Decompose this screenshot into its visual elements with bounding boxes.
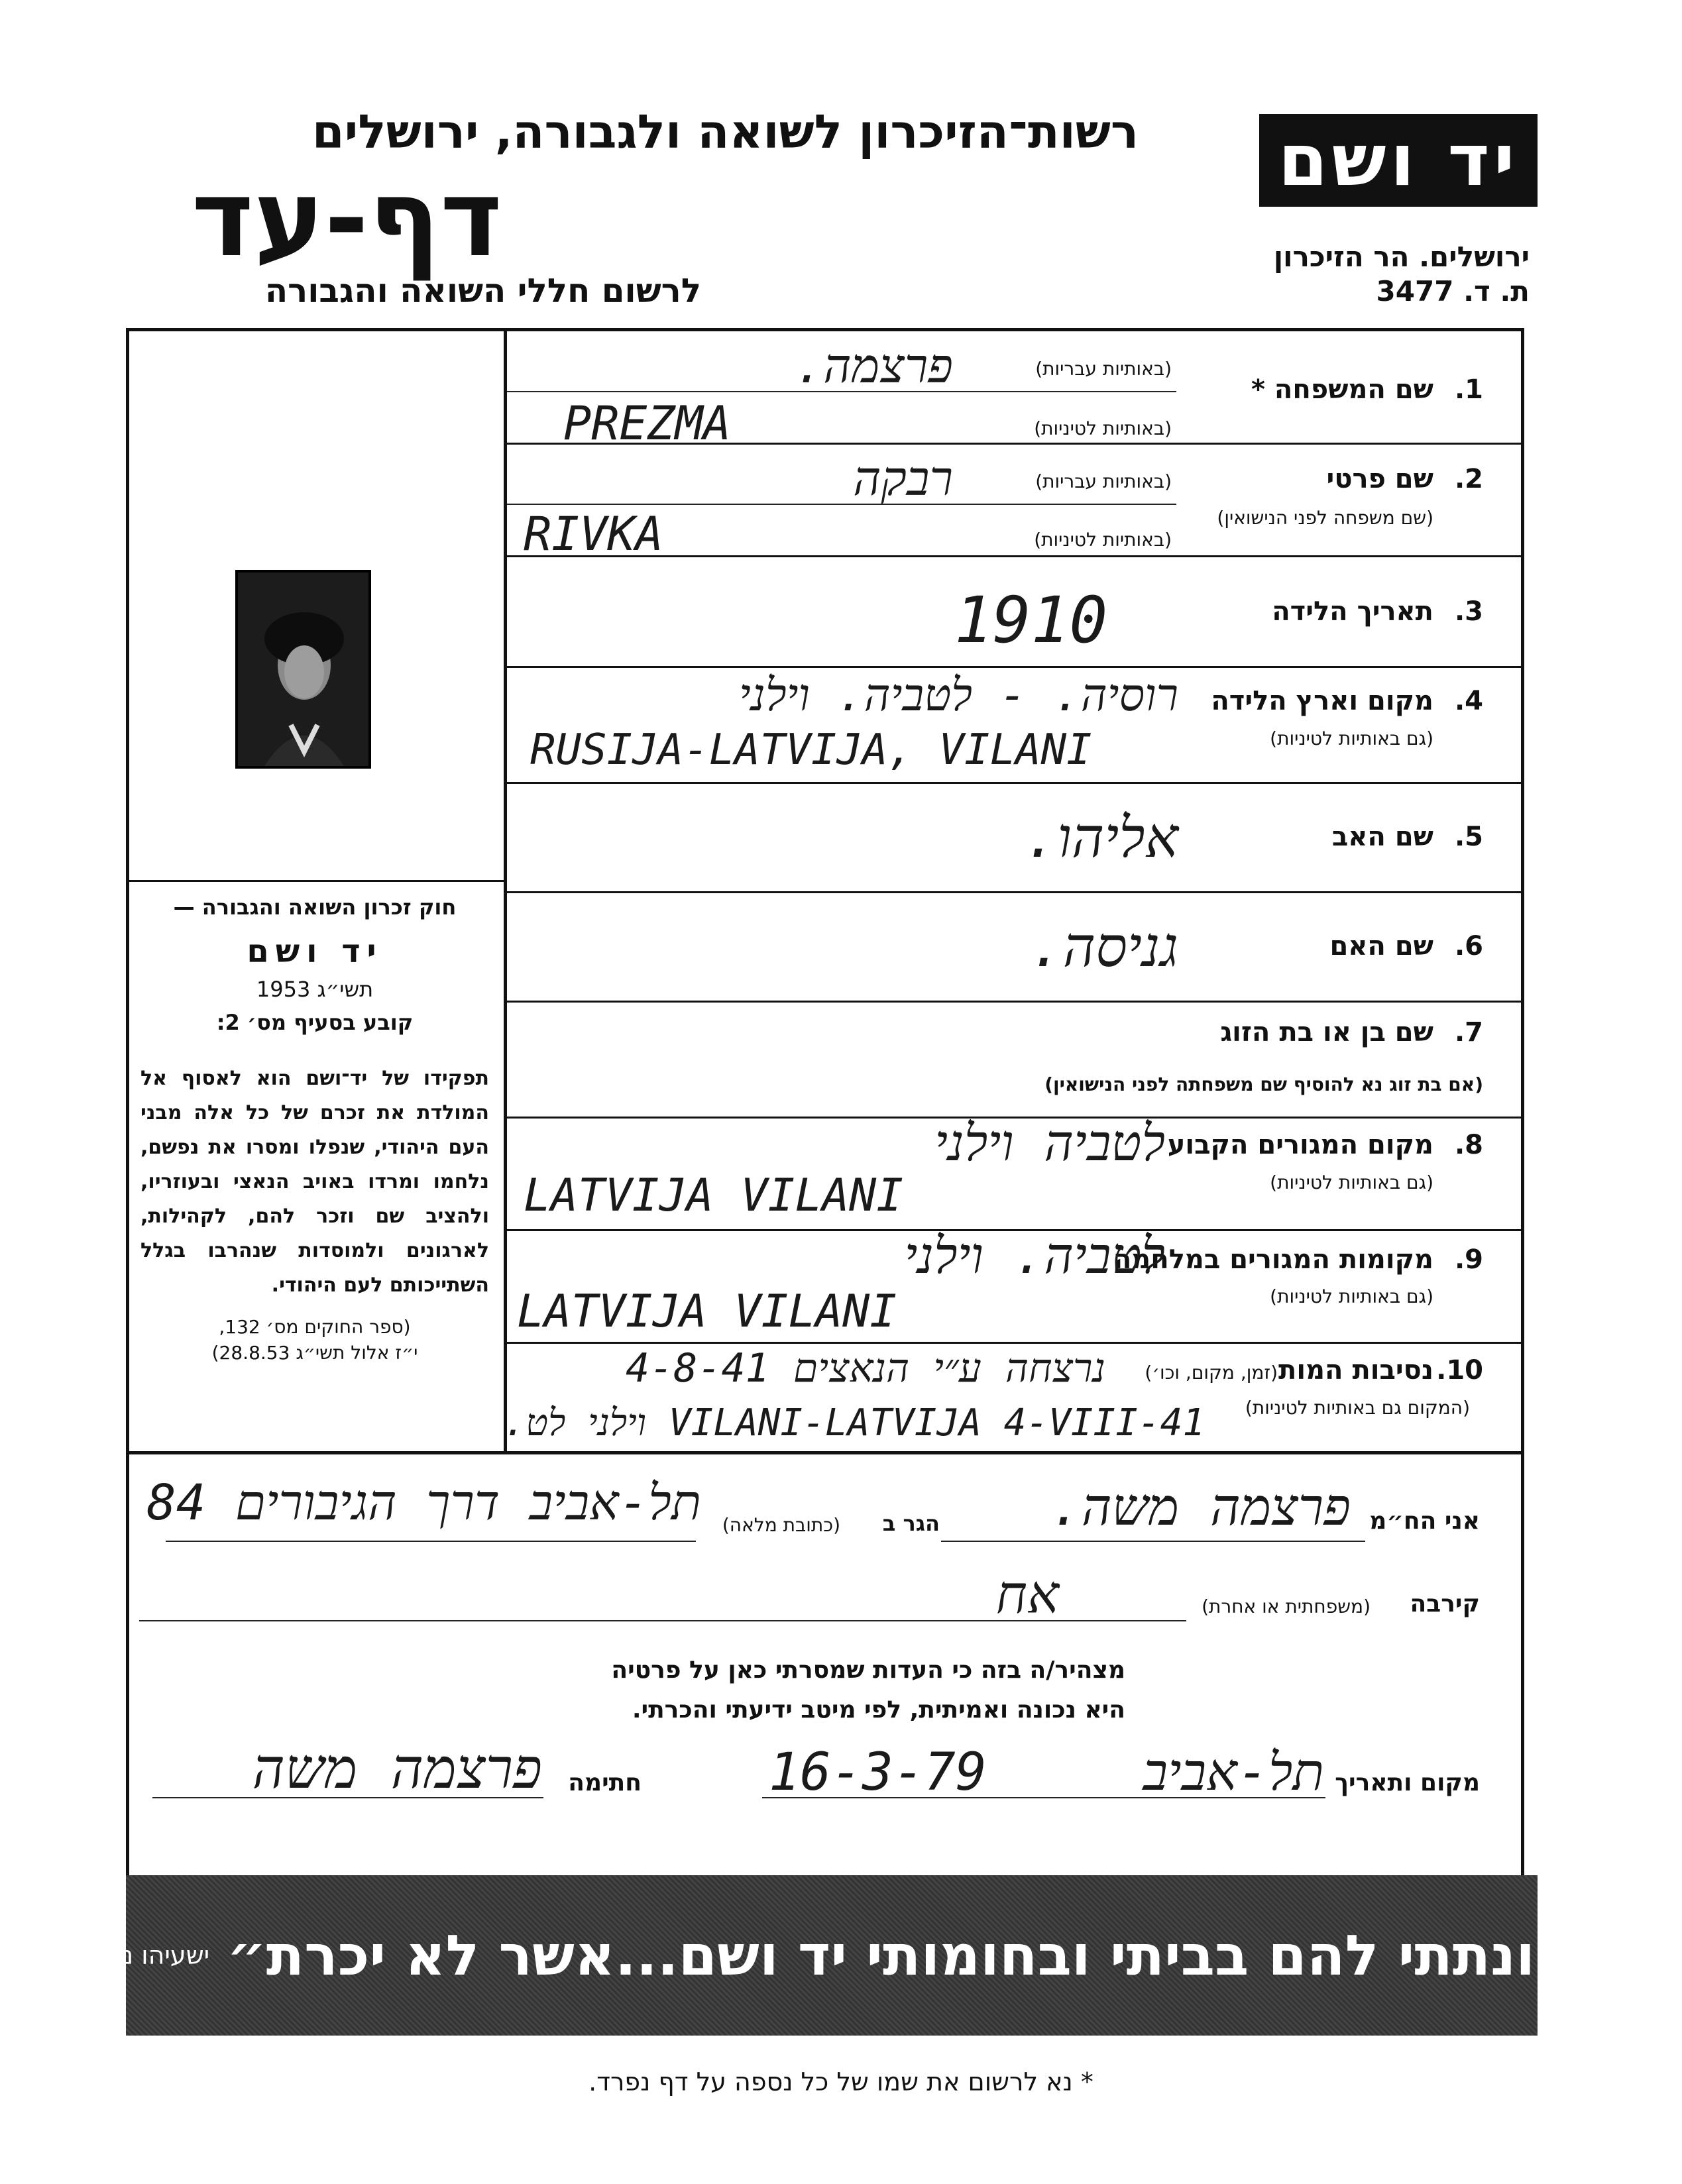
field-10-number: 10. bbox=[1436, 1355, 1483, 1386]
field-9-latin-value: LATVIJA VILANI bbox=[517, 1285, 897, 1338]
field-4-sub: (גם באותיות לטיניות) bbox=[1270, 728, 1433, 749]
victim-photo bbox=[235, 570, 371, 769]
form-subtitle: לרשום חללי השואה והגבורה bbox=[264, 272, 701, 310]
banner-quote: „ונתתי להם בביתי ובחומותי יד ושם...אשר לא יכרת״ bbox=[227, 1923, 1572, 1988]
field-2-label: שם פרטי bbox=[1326, 464, 1433, 494]
field-7-label: שם בן או בת הזוג bbox=[1220, 1017, 1433, 1048]
declarant-name: פרצמה משה. bbox=[1050, 1478, 1351, 1537]
form-title: דף-עד bbox=[191, 156, 502, 280]
statement-line-2: היא נכונה ואמיתית, לפי מיטב ידיעתי והכרתי. bbox=[632, 1696, 1125, 1723]
field-3-value: 1910 bbox=[954, 583, 1108, 657]
address-line bbox=[166, 1541, 696, 1542]
law-title: חוק זכרון השואה והגבורה — bbox=[173, 895, 457, 920]
field-1-latin-hint: (באותיות לטיניות) bbox=[1034, 417, 1172, 439]
law-ref-2: י״ז אלול תשי״ג 28.8.53) bbox=[211, 1342, 418, 1364]
law-ref-1: (ספר החוקים מס׳ 132, bbox=[219, 1316, 411, 1338]
declarant-line bbox=[941, 1541, 1365, 1542]
field-5-label: שם האב bbox=[1331, 822, 1433, 852]
banner-source: ישעיהו נו ה bbox=[91, 1941, 210, 1970]
law-clause: קובע בסעיף מס׳ 2: bbox=[216, 1010, 414, 1035]
signature-value: פרצמה משה bbox=[252, 1736, 542, 1801]
field-4-latin-value: RUSIJA-LATVIJA, VILANI bbox=[530, 726, 1092, 775]
row-divider bbox=[507, 782, 1524, 784]
field-10-label: נסיבות המות bbox=[1278, 1355, 1433, 1386]
relation-hint: (משפחתית או אחרת) bbox=[1202, 1596, 1371, 1617]
field-10-hebrew-value: נרצחה ע״י הנאצים 4-8-41 bbox=[626, 1345, 1105, 1392]
field-2-hebrew-value: רבקה bbox=[853, 451, 953, 506]
field-8-number: 8. bbox=[1454, 1130, 1483, 1160]
row-divider bbox=[507, 891, 1524, 893]
field-9-number: 9. bbox=[1454, 1244, 1483, 1275]
law-name: יד ושם bbox=[247, 933, 383, 970]
field-2-number: 2. bbox=[1454, 464, 1483, 494]
field-5-value: אליהו. bbox=[1023, 805, 1178, 870]
field-1-hebrew-hint: (באותיות עבריות) bbox=[1035, 358, 1172, 380]
decl-right-border bbox=[1521, 1454, 1524, 1875]
field-9-label: מקומות המגורים במלחמה bbox=[1113, 1244, 1433, 1275]
decl-i-am: אני הח״מ bbox=[1369, 1507, 1480, 1535]
authority-title: רשות־הזיכרון לשואה ולגבורה, ירושלים bbox=[311, 105, 1139, 159]
field-8-label: מקום המגורים הקבוע bbox=[1167, 1130, 1433, 1160]
field-2-sub: (שם משפחה לפני הנישואין) bbox=[1217, 507, 1433, 529]
row-divider bbox=[507, 666, 1524, 668]
field-10-sub1: (זמן, מקום, וכו׳) bbox=[1145, 1362, 1278, 1384]
field-2-latin-value: RIVKA bbox=[524, 507, 663, 561]
field-10-latin-value: VILANI-LATVIJA 4-VIII-41 וילני לט. bbox=[503, 1401, 1205, 1445]
field-3-number: 3. bbox=[1454, 596, 1483, 627]
left-column-divider bbox=[126, 880, 504, 882]
field-8-hebrew-value: לטביה וילני bbox=[934, 1113, 1165, 1172]
portrait-image bbox=[238, 573, 368, 766]
row-divider bbox=[507, 1001, 1524, 1003]
field-8-sub: (גם באותיות לטיניות) bbox=[1270, 1172, 1433, 1193]
relation-value: אח bbox=[995, 1564, 1059, 1625]
field-4-hebrew-value: רוסיה. - לטביה. וילני bbox=[738, 669, 1178, 722]
footnote: * נא לרשום את שמו של כל נספה על דף נפרד. bbox=[589, 2067, 1093, 2097]
place-date-label: מקום ותאריך bbox=[1335, 1769, 1480, 1796]
relation-label: קירבה bbox=[1410, 1590, 1480, 1617]
address-block bbox=[1274, 240, 1530, 309]
field-7-sub: (אם בת זוג נא להוסיף שם משפחתה לפני הנישואין) bbox=[1044, 1073, 1483, 1095]
field-6-value: גניסה. bbox=[1029, 914, 1178, 979]
field-2-hebrew-hint: (באותיות עבריות) bbox=[1035, 470, 1172, 492]
quote-banner bbox=[91, 1875, 1572, 2036]
field-9-sub: (גם באותיות לטיניות) bbox=[1270, 1285, 1433, 1307]
law-text-block bbox=[133, 895, 497, 1364]
field-1-hebrew-value: פרצמה. bbox=[794, 338, 953, 394]
statement-line-1: מצהיר/ה בזה כי העדות שמסרתי כאן על פרטיה bbox=[611, 1657, 1125, 1684]
law-year: תשי״ג 1953 bbox=[256, 977, 374, 1002]
field-8-latin-value: LATVIJA VILANI bbox=[524, 1170, 904, 1222]
field-5-number: 5. bbox=[1454, 822, 1483, 852]
field-1-label: שם המשפחה * bbox=[1251, 374, 1433, 405]
decl-residing: הגר ב bbox=[882, 1511, 940, 1536]
field-3-label: תאריך הלידה bbox=[1272, 596, 1433, 627]
field-6-label: שם האם bbox=[1329, 931, 1433, 961]
signature-label: חתימה bbox=[568, 1769, 642, 1796]
declarant-address: תל-אביב דרך הגיבורים 84 bbox=[146, 1474, 701, 1531]
yad-vashem-logo: יד ושם bbox=[1259, 114, 1538, 207]
field-1-number: 1. bbox=[1454, 374, 1483, 405]
address-line-2: ת. ד. 3477 bbox=[1376, 275, 1530, 307]
field-2-latin-hint: (באותיות לטיניות) bbox=[1034, 529, 1172, 551]
law-body: תפקידו של יד־ושם הוא לאסוף אל המולדת את זכרם של כל אלה מבני העם היהודי, שנפלו ומסרו את נפשם, נלחמו ומרדו באויב הנאצי ובעוזריו, ולהציב שם וזכר להם, לקהילות, לארגונים ולמוסדות שנהרבו בגלל השתייכותם לעם היהודי. bbox=[140, 1067, 489, 1297]
place-value: תל-אביב bbox=[1143, 1743, 1324, 1802]
field-9-hebrew-value: לטביה. וילני bbox=[904, 1226, 1165, 1285]
field-10-sub: (המקום גם באותיות לטיניות) bbox=[1245, 1397, 1470, 1419]
decl-address-hint: (כתובת מלאה) bbox=[722, 1514, 840, 1536]
field-4-label: מקום וארץ הלידה bbox=[1211, 686, 1433, 716]
field-7-number: 7. bbox=[1454, 1017, 1483, 1048]
field-line bbox=[507, 504, 1176, 505]
decl-left-border bbox=[126, 1454, 129, 1875]
field-4-number: 4. bbox=[1454, 686, 1483, 716]
row-divider bbox=[507, 1342, 1524, 1344]
field-1-latin-value: PREZMA bbox=[563, 396, 731, 451]
date-value: 16-3-79 bbox=[769, 1743, 987, 1802]
address-line-1: ירושלים. הר הזיכרון bbox=[1273, 241, 1530, 273]
field-6-number: 6. bbox=[1454, 931, 1483, 961]
